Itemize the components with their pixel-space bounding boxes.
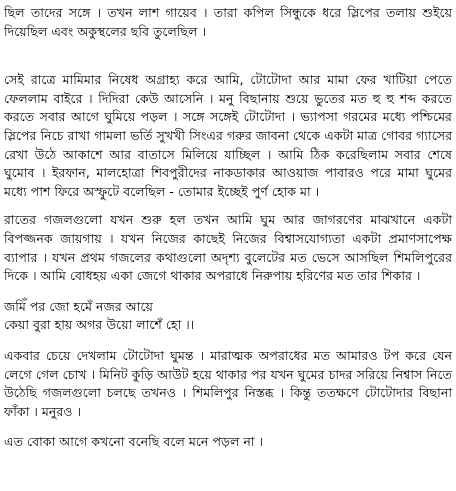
paragraph-2: সেই রাত্রে মামিমার নিষেধ অগ্রাহ্য করে আমি, টোটোদা আর মামা ফের খাটিয়া পেতে ফেললাম বাইরে । দিদিরা কেউ আসেনি । মনু বিছানায় শুয়ে ভুতের মত হু হু শব্দ করতে করতে সবার আগে ঘুমিয়ে পড়ল । সঙ্গে সঙ্গেই টোটোদা । ভ্যাপসা গরমের মধ্যে পশ্চিমের স্লিপের নিচে রাখা গামলা ভর্তি সুখখী সিংএর গরুর জাবনা থেকে একটা মাত্র গোবর গ্যাসের রেখা উঠে আকাশে আর বাতাসে মিলিয়ে যাচ্ছিল । আমি ঠিক করেছিলাম সবার শেষে ঘুমোব । ইরফান, মালহোত্রা শিবপুরীদের নাকডাকার আওয়াজ পাবারও পরে মামা ঘুমের মধ্যে পাশ ফিরে অস্ফুটে বলেছিল - তোমার ইচ্ছেই পুর্ণ হোক মা । — [4, 72, 452, 199]
paragraph-gap — [4, 201, 452, 211]
paragraph-3: রাতের গজলগুলো যখন শুরু হল তখন আমি ঘুম আর জাগরণের মাঝখানে একটা বিপজ্জনক জায়গায় । যখন নিজের কাছেই নিজের বিশ্বাসযোগ্যতা একটা প্রমাণসাপেক্ষ ব্যাপার । যখন প্রথম গজলের কথাগুলো অদৃশ্য বুলেটের মত ভেসে আসছিল শিমলিপুরের দিকে । আমি বোধহয় একা জেগে থাকার অপরাধে নিরুপায় হরিণের মত তার শিকার । — [4, 212, 452, 284]
paragraph-1: ছিল তাদের সঙ্গে । তখন লাশ গায়েব । তারা কপিল সিন্ধুকে ধরে স্লিপের তলায় শুইয়ে দিয়েছিল এবং অকুস্থলের ছবি তুলেছিল । — [4, 5, 452, 39]
paragraph-gap — [4, 335, 452, 347]
paragraph-5: এত বোকা আগে কখনো বনেছি বলে মনে পড়ল না । — [4, 434, 264, 450]
paragraph-gap — [4, 41, 452, 71]
paragraph-4: একবার চেয়ে দেখলাম টোটোদা ঘুমন্ত । মারাত্মক অপরাধের মত আমারও টপ করে যেন লেগে গেল চোখ । মিনিট কুড়ি আউট হয়ে থাকার পর যখন ঘুমের চাদর সরিয়ে নিশ্বাস নিতে উঠেছি গজলগুলো চলছে তখনও । শিমলিপুর নিস্তব্ধ । কিন্তু ততক্ষণে টোটোদার বিছানা ফাঁকা । মনুরও । — [4, 347, 452, 419]
paragraph-gap — [4, 421, 452, 433]
verse-line-1: জমিঁ পর জো হমেঁ নজর আয়ে — [4, 298, 153, 314]
verse-line-2: কেয়া বুরা হায় অগর উয়ো লাশেঁ হো ।। — [4, 317, 195, 333]
verse-block — [4, 298, 452, 335]
paragraph-gap — [4, 286, 452, 298]
